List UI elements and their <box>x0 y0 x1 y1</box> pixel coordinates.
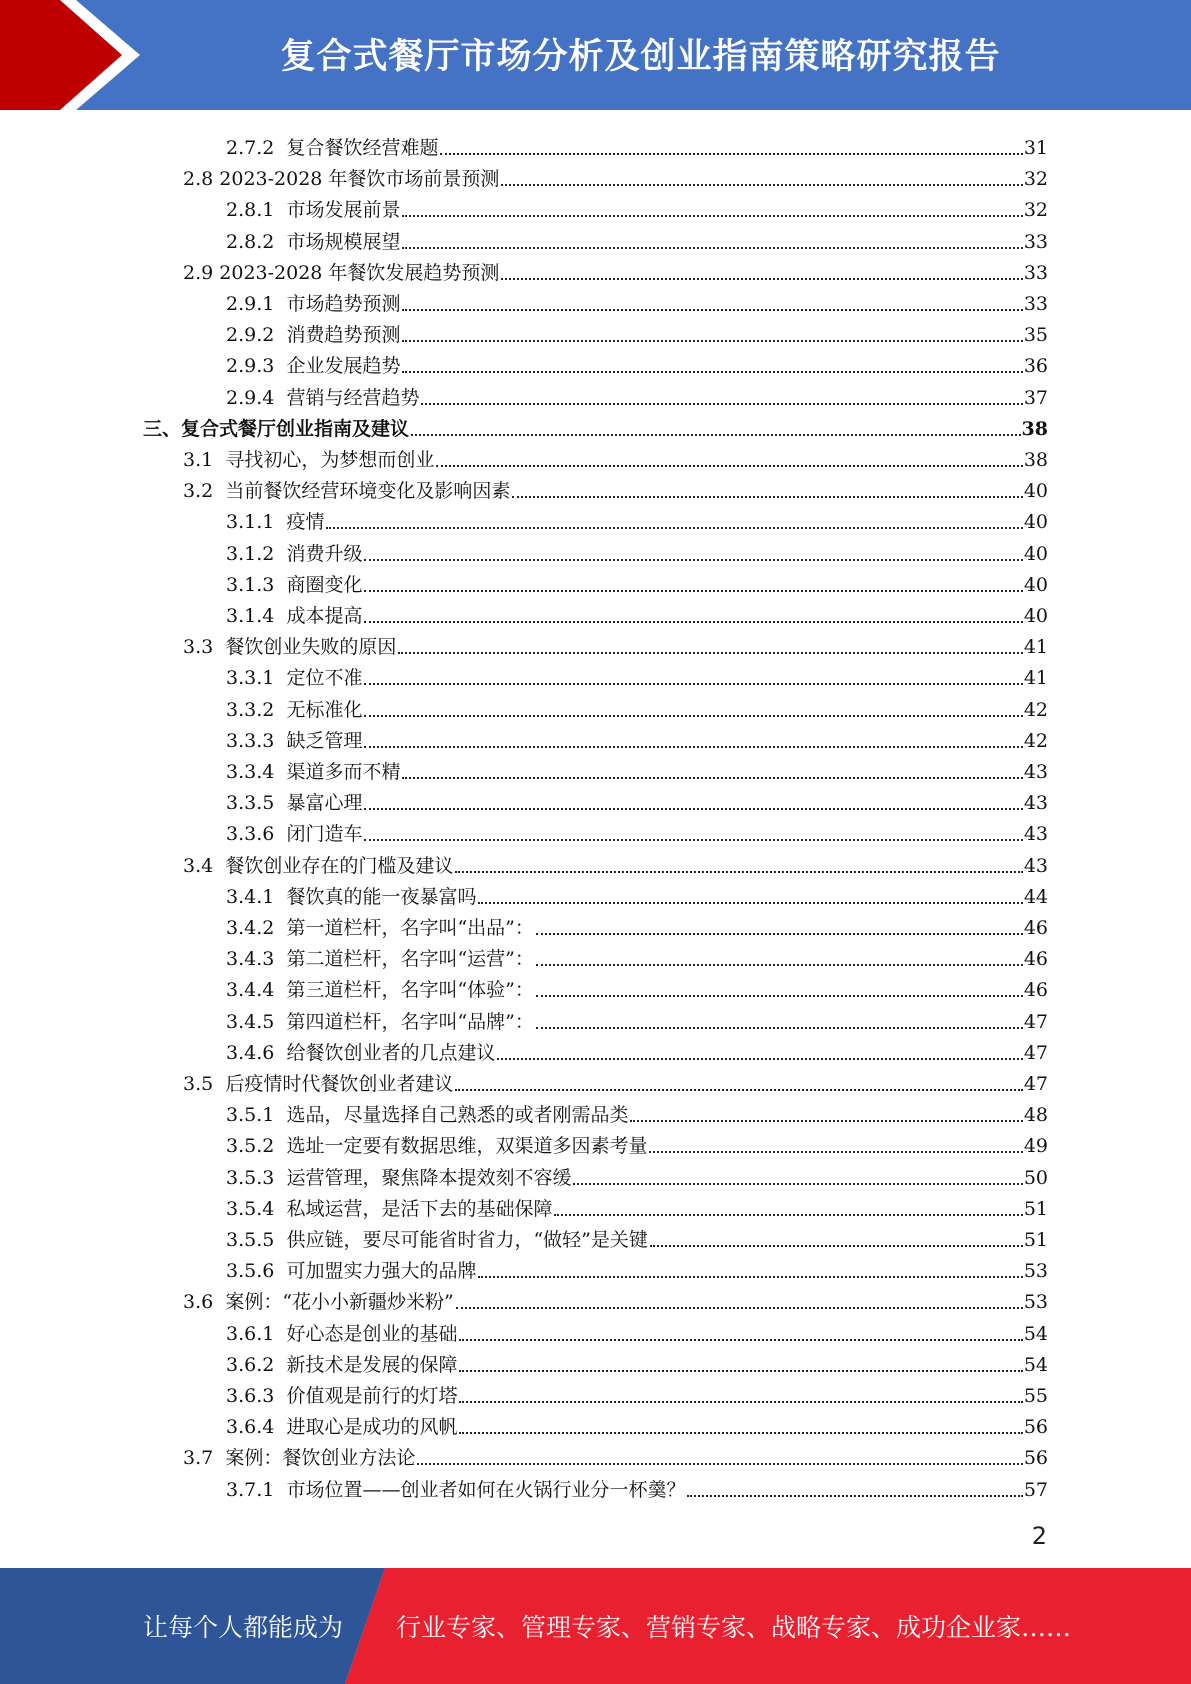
toc-entry-title: 无标准化 <box>286 698 363 721</box>
toc-entry-title: 定位不准 <box>286 667 363 690</box>
toc-entry-number: 2.9.3 <box>226 355 275 378</box>
toc-entry-number: 3.5.4 <box>226 1197 275 1220</box>
toc-dot-leader <box>364 745 1022 748</box>
toc-entry-number: 3.2 <box>183 480 214 503</box>
toc-entry-number: 3.4.3 <box>226 948 275 971</box>
toc-entry[interactable] <box>226 877 1048 908</box>
toc-entry-label <box>183 449 434 471</box>
toc-entry-title: 闭门造车 <box>286 823 363 846</box>
toc-entry-page: 40 <box>1023 573 1048 596</box>
toc-entry-label <box>226 605 362 627</box>
toc-entry-label <box>226 1323 457 1345</box>
toc-entry-label <box>226 293 400 315</box>
toc-entry-number: 2.8 <box>183 168 214 191</box>
toc-entry-page: 47 <box>1023 1010 1048 1033</box>
toc-entry[interactable] <box>226 658 1048 689</box>
toc-entry-number: 3.3.5 <box>226 792 275 815</box>
toc-entry-page: 44 <box>1023 885 1048 908</box>
toc-dot-leader <box>649 1150 1022 1153</box>
toc-entry-title: 暴富心理 <box>286 792 363 815</box>
toc-entry[interactable] <box>226 1033 1048 1064</box>
toc-entry-label <box>226 730 362 752</box>
toc-entry-title: 好心态是创业的基础 <box>286 1322 458 1345</box>
toc-entry-title: 营销与经营趋势 <box>286 386 420 409</box>
toc-dot-leader <box>421 402 1022 405</box>
toc-entry-label <box>183 1073 453 1095</box>
toc-entry-title: 当前餐饮经营环境变化及影响因素 <box>225 480 511 503</box>
toc-entry[interactable] <box>183 627 1048 658</box>
toc-entry[interactable] <box>226 1095 1048 1126</box>
toc-dot-leader <box>326 526 1022 529</box>
toc-entry-title: 复合餐饮经营难题 <box>286 137 439 159</box>
toc-entry-page: 43 <box>1023 761 1048 783</box>
toc-entry-number: 3.1.3 <box>226 573 275 596</box>
toc-entry-number: 3.1 <box>183 449 214 471</box>
toc-entry-label <box>226 511 324 533</box>
toc-entry-title: 给餐饮创业者的几点建议 <box>286 1041 496 1064</box>
toc-entry-label <box>226 886 476 908</box>
toc-dot-leader <box>364 620 1022 623</box>
toc-dot-leader <box>687 1494 1022 1497</box>
toc-entry[interactable] <box>226 284 1048 315</box>
toc-entry-number: 2.9.1 <box>226 293 275 315</box>
toc-dot-leader <box>455 870 1022 873</box>
toc-entry-title: 企业发展趋势 <box>286 355 401 378</box>
toc-entry-page: 31 <box>1023 137 1048 159</box>
toc-entry[interactable] <box>226 690 1048 721</box>
toc-entry-label <box>226 1229 648 1251</box>
toc-entry-number: 3.5.6 <box>226 1260 275 1283</box>
toc-entry[interactable] <box>226 378 1048 409</box>
toc-dot-leader <box>411 433 1021 436</box>
toc-entry-number: 2.9.2 <box>226 324 275 347</box>
toc-entry[interactable] <box>226 315 1048 346</box>
toc-entry-number: 3.7.1 <box>226 1478 275 1501</box>
page-header <box>0 0 1191 110</box>
toc-dot-leader <box>536 1026 1023 1029</box>
toc-entry[interactable] <box>226 783 1048 814</box>
toc-entry-title: 复合式餐厅创业指南及建议 <box>181 417 410 440</box>
toc-entry-title: 选品，尽量选择自己熟悉的或者刚需品类 <box>286 1104 629 1127</box>
toc-entry-title: 2023-2028 年餐饮市场前景预测 <box>219 168 500 191</box>
toc-entry-page: 55 <box>1023 1385 1048 1407</box>
toc-entry-label <box>226 699 362 721</box>
toc-entry-page: 46 <box>1023 917 1048 939</box>
toc-dot-leader <box>536 994 1023 997</box>
toc-dot-leader <box>478 901 1022 904</box>
toc-entry[interactable] <box>226 596 1048 627</box>
toc-dot-leader <box>501 183 1022 186</box>
toc-dot-leader <box>573 1182 1022 1185</box>
toc-dot-leader <box>364 682 1022 685</box>
toc-entry-number: 3.5.5 <box>226 1229 275 1251</box>
toc-entry-page: 41 <box>1023 636 1048 659</box>
toc-dot-leader <box>501 277 1022 280</box>
footer-slogan-right: 行业专家、管理专家、营销专家、战略专家、成功企业家…… <box>396 1613 1072 1642</box>
toc-entry[interactable] <box>183 1282 1048 1313</box>
toc-entry-page: 51 <box>1023 1229 1048 1251</box>
toc-dot-leader <box>402 339 1022 342</box>
toc-entry-page: 42 <box>1023 729 1048 752</box>
toc-entry-number: 2.8.2 <box>226 230 275 253</box>
toc-entry-label <box>226 137 438 159</box>
toc-entry-number: 3.3.6 <box>226 823 275 846</box>
toc-entry-label <box>226 1385 457 1407</box>
toc-entry-label <box>183 636 396 658</box>
toc-dot-leader <box>554 1213 1022 1216</box>
toc-entry[interactable] <box>226 1407 1048 1438</box>
toc-entry-page: 49 <box>1023 1135 1048 1158</box>
toc-entry-number: 3.4 <box>183 854 214 877</box>
toc-dot-leader <box>398 651 1022 654</box>
toc-entry-title: 商圈变化 <box>286 573 363 596</box>
toc-entry-number: 3.3.3 <box>226 729 275 752</box>
toc-entry-label <box>226 1354 457 1376</box>
toc-entry-title: 成本提高 <box>286 605 363 627</box>
toc-entry-label <box>226 792 362 814</box>
toc-entry-page: 40 <box>1023 605 1048 627</box>
toc-entry[interactable] <box>183 1438 1048 1469</box>
toc-entry-page: 54 <box>1023 1322 1048 1345</box>
toc-entry-label <box>183 1447 415 1469</box>
toc-entry-title: 私域运营，是活下去的基础保障 <box>286 1197 553 1220</box>
toc-entry-title: 市场发展前景 <box>286 199 401 222</box>
toc-entry-number: 3.3.4 <box>226 761 275 783</box>
toc-entry-page: 47 <box>1023 1041 1048 1064</box>
toc-entry-number: 3.4.1 <box>226 885 275 908</box>
toc-entry-page: 56 <box>1023 1416 1048 1439</box>
page-number: 2 <box>1031 1522 1047 1550</box>
toc-entry[interactable] <box>226 970 1048 1001</box>
toc-entry-title: 新技术是发展的保障 <box>286 1353 458 1376</box>
toc-entry-number: 2.9 <box>183 261 214 284</box>
toc-entry-number: 3.3.1 <box>226 667 275 690</box>
toc-entry-label <box>226 231 400 253</box>
toc-entry-label <box>226 1260 476 1282</box>
toc-dot-leader <box>402 308 1022 311</box>
toc-dot-leader <box>417 1462 1022 1465</box>
toc-entry-page: 42 <box>1023 698 1048 721</box>
toc-entry-number: 3.1.2 <box>226 542 275 565</box>
toc-dot-leader <box>459 1400 1022 1403</box>
toc-entry-label <box>226 823 362 845</box>
toc-dot-leader <box>402 214 1022 217</box>
toc-entry[interactable] <box>226 565 1048 596</box>
toc-entry-number: 3.4.4 <box>226 979 275 1002</box>
toc-entry-label <box>226 1198 552 1220</box>
toc-entry-label <box>183 855 453 877</box>
toc-entry-number: 3.3 <box>183 636 214 659</box>
toc-entry[interactable] <box>226 1158 1048 1189</box>
toc-entry[interactable] <box>183 440 1048 471</box>
toc-entry-title: 案例：餐饮创业方法论 <box>225 1447 416 1470</box>
toc-entry-page: 53 <box>1023 1291 1048 1314</box>
toc-entry-number: 3.1.1 <box>226 511 275 534</box>
toc-entry[interactable] <box>226 1189 1048 1220</box>
toc-entry-number: 2.8.1 <box>226 199 275 222</box>
toc-entry-label <box>183 480 510 502</box>
toc-entry[interactable] <box>226 346 1048 377</box>
toc-dot-leader <box>459 1338 1022 1341</box>
toc-entry[interactable] <box>226 1470 1048 1501</box>
footer-slogan-left: 让每个人都能成为 <box>143 1613 344 1642</box>
toc-entry-page: 32 <box>1023 199 1048 222</box>
toc-entry-title: 选址一定要有数据思维，双渠道多因素考量 <box>286 1135 648 1158</box>
toc-entry-label <box>226 1042 495 1064</box>
toc-entry[interactable] <box>226 1002 1048 1033</box>
toc-dot-leader <box>402 776 1022 779</box>
toc-dot-leader <box>364 589 1022 592</box>
toc-entry[interactable] <box>226 721 1048 752</box>
toc-entry[interactable] <box>226 128 1048 159</box>
toc-entry-title: 餐饮创业失败的原因 <box>225 636 397 659</box>
toc-entry-page: 51 <box>1023 1197 1048 1220</box>
toc-entry[interactable] <box>226 1345 1048 1376</box>
toc-entry[interactable] <box>183 253 1048 284</box>
toc-entry[interactable] <box>183 471 1048 502</box>
toc-entry-page: 38 <box>1021 417 1048 440</box>
toc-entry-page: 47 <box>1023 1073 1048 1095</box>
toc-dot-leader <box>478 1275 1022 1278</box>
toc-dot-leader <box>459 1431 1022 1434</box>
toc-entry-number: 3.5 <box>183 1073 214 1095</box>
toc-entry-title: 供应链，要尽可能省时省力，“做轻”是关键 <box>286 1229 648 1251</box>
toc-entry-number: 3.1.4 <box>226 605 275 627</box>
toc-entry-page: 43 <box>1023 792 1048 815</box>
toc-dot-leader <box>436 464 1022 467</box>
toc-entry-title: 可加盟实力强大的品牌 <box>286 1260 477 1283</box>
toc-entry[interactable] <box>183 846 1048 877</box>
toc-entry-page: 46 <box>1023 979 1048 1002</box>
toc-entry-title: 后疫情时代餐饮创业者建议 <box>225 1073 454 1095</box>
toc-entry-title: 第一道栏杆，名字叫“出品”： <box>286 917 534 939</box>
toc-entry-page: 33 <box>1023 230 1048 253</box>
toc-dot-leader <box>455 1088 1022 1091</box>
toc-dot-leader <box>650 1244 1023 1247</box>
toc-entry-label <box>183 262 499 284</box>
toc-entry-number: 3.5.1 <box>226 1104 275 1127</box>
toc-entry-title: 市场规模展望 <box>286 230 401 253</box>
toc-entry-page: 36 <box>1023 355 1048 378</box>
toc-entry-label <box>226 199 400 221</box>
toc-entry-number: 三、 <box>143 417 182 440</box>
toc-entry-number: 3.6.3 <box>226 1385 275 1407</box>
toc-entry-label <box>226 1011 534 1033</box>
toc-entry[interactable] <box>226 939 1048 970</box>
toc-dot-leader <box>440 152 1022 155</box>
toc-entry-label <box>226 1104 628 1126</box>
toc-entry[interactable] <box>226 534 1048 565</box>
toc-entry-label <box>226 948 534 970</box>
toc-dot-leader <box>459 1369 1022 1372</box>
toc-dot-leader <box>402 370 1022 373</box>
toc-entry-label <box>183 168 499 190</box>
toc-entry[interactable] <box>183 159 1048 190</box>
toc-dot-leader <box>364 714 1022 717</box>
header-chevron-icon <box>0 0 160 110</box>
toc-entry-page: 41 <box>1023 667 1048 690</box>
toc-dot-leader <box>364 838 1022 841</box>
toc-entry[interactable] <box>226 908 1048 939</box>
toc-entry-number: 3.6.4 <box>226 1416 275 1439</box>
toc-entry-page: 46 <box>1023 948 1048 971</box>
toc-entry-title: 疫情 <box>286 511 325 534</box>
toc-entry-number: 3.4.6 <box>226 1041 275 1064</box>
toc-entry-number: 2.7.2 <box>226 137 275 159</box>
toc-entry-number: 3.7 <box>183 1447 214 1470</box>
toc-entry-label <box>226 1167 571 1189</box>
toc-entry-page: 43 <box>1023 823 1048 846</box>
toc-entry-title: 2023-2028 年餐饮发展趋势预测 <box>219 261 500 284</box>
toc-entry-title: 价值观是前行的灯塔 <box>286 1385 458 1407</box>
toc-entry[interactable] <box>226 752 1048 783</box>
toc-entry-number: 3.6.1 <box>226 1322 275 1345</box>
toc-entry-title: 案例：“花小小新疆炒米粉” <box>225 1291 454 1314</box>
toc-entry-page: 33 <box>1023 261 1048 284</box>
toc-entry[interactable] <box>226 1126 1048 1157</box>
toc-entry-title: 运营管理，聚焦降本提效刻不容缓 <box>286 1166 572 1189</box>
toc-entry-label <box>226 574 362 596</box>
toc-entry-label <box>183 1291 454 1313</box>
report-title: 复合式餐厅市场分析及创业指南策略研究报告 <box>280 37 1001 77</box>
toc-entry[interactable] <box>226 814 1048 845</box>
toc-entry[interactable] <box>226 222 1048 253</box>
toc-dot-leader <box>512 495 1022 498</box>
toc-entry-number: 3.4.5 <box>226 1010 275 1033</box>
toc-entry-page: 43 <box>1023 854 1048 877</box>
toc-entry-label <box>226 979 534 1001</box>
toc-entry-number: 3.5.2 <box>226 1135 275 1158</box>
toc-entry[interactable] <box>226 502 1048 533</box>
toc-entry-number: 3.6.2 <box>226 1353 275 1376</box>
toc-dot-leader <box>630 1119 1022 1122</box>
toc-entry-label <box>226 1135 647 1157</box>
toc-entry-page: 56 <box>1023 1447 1048 1470</box>
toc-dot-leader <box>536 932 1023 935</box>
toc-entry-label <box>226 917 534 939</box>
toc-entry-label <box>143 418 409 440</box>
toc-entry-page: 54 <box>1023 1353 1048 1376</box>
toc-entry-label <box>226 387 419 409</box>
toc-entry-title: 进取心是成功的风帆 <box>286 1416 458 1439</box>
toc-entry-title: 第四道栏杆，名字叫“品牌”： <box>286 1010 534 1033</box>
toc-entry-title: 餐饮创业存在的门槛及建议 <box>225 854 454 877</box>
toc-entry-label <box>226 1479 685 1501</box>
toc-entry-label <box>226 761 400 783</box>
toc-entry-page: 40 <box>1023 511 1048 534</box>
toc-entry-page: 48 <box>1023 1104 1048 1127</box>
toc-entry-title: 消费趋势预测 <box>286 324 401 347</box>
toc-entry[interactable] <box>143 409 1048 440</box>
toc-entry-number: 2.9.4 <box>226 386 275 409</box>
toc-entry-title: 市场趋势预测 <box>286 293 401 315</box>
toc-entry-page: 37 <box>1023 386 1048 409</box>
toc-entry-page: 40 <box>1023 480 1048 503</box>
toc-entry-title: 寻找初心，为梦想而创业 <box>225 449 435 471</box>
toc-entry-page: 40 <box>1023 542 1048 565</box>
toc-entry[interactable] <box>226 1220 1048 1251</box>
toc-dot-leader <box>364 807 1022 810</box>
toc-entry-page: 38 <box>1023 449 1048 471</box>
toc-entry-title: 渠道多而不精 <box>286 761 401 783</box>
toc-entry-page: 57 <box>1023 1478 1048 1501</box>
toc-entry-page: 33 <box>1023 293 1048 315</box>
toc-entry-number: 3.3.2 <box>226 698 275 721</box>
toc-entry[interactable] <box>226 1314 1048 1345</box>
toc-entry-label <box>226 1416 457 1438</box>
toc-dot-leader <box>497 1057 1022 1060</box>
toc-entry-page: 53 <box>1023 1260 1048 1283</box>
toc-dot-leader <box>456 1306 1023 1309</box>
toc-entry-label <box>226 543 362 565</box>
toc-entry-title: 第三道栏杆，名字叫“体验”： <box>286 979 534 1002</box>
toc-entry-number: 3.5.3 <box>226 1166 275 1189</box>
toc-entry-label <box>226 324 400 346</box>
toc-entry[interactable] <box>183 1064 1048 1095</box>
toc-entry-label <box>226 667 362 689</box>
toc-entry-page: 35 <box>1023 324 1048 347</box>
toc-entry-number: 3.6 <box>183 1291 214 1314</box>
toc-entry-number: 3.4.2 <box>226 917 275 939</box>
toc-entry-page: 50 <box>1023 1166 1048 1189</box>
toc-entry[interactable] <box>226 1376 1048 1407</box>
page-footer <box>0 1568 1191 1684</box>
toc-entry-title: 第二道栏杆，名字叫“运营”： <box>286 948 534 971</box>
toc-entry-title: 市场位置——创业者如何在火锅行业分一杯羹？ <box>286 1478 686 1501</box>
toc-entry-title: 消费升级 <box>286 542 363 565</box>
toc-dot-leader <box>364 558 1022 561</box>
toc-entry[interactable] <box>226 190 1048 221</box>
toc-entry-label <box>226 355 400 377</box>
toc-entry-title: 缺乏管理 <box>286 729 363 752</box>
toc-entry-title: 餐饮真的能一夜暴富吗 <box>286 885 477 908</box>
toc-entry-page: 32 <box>1023 168 1048 191</box>
toc-dot-leader <box>536 963 1023 966</box>
toc-entry[interactable] <box>226 1251 1048 1282</box>
toc-dot-leader <box>402 246 1022 249</box>
